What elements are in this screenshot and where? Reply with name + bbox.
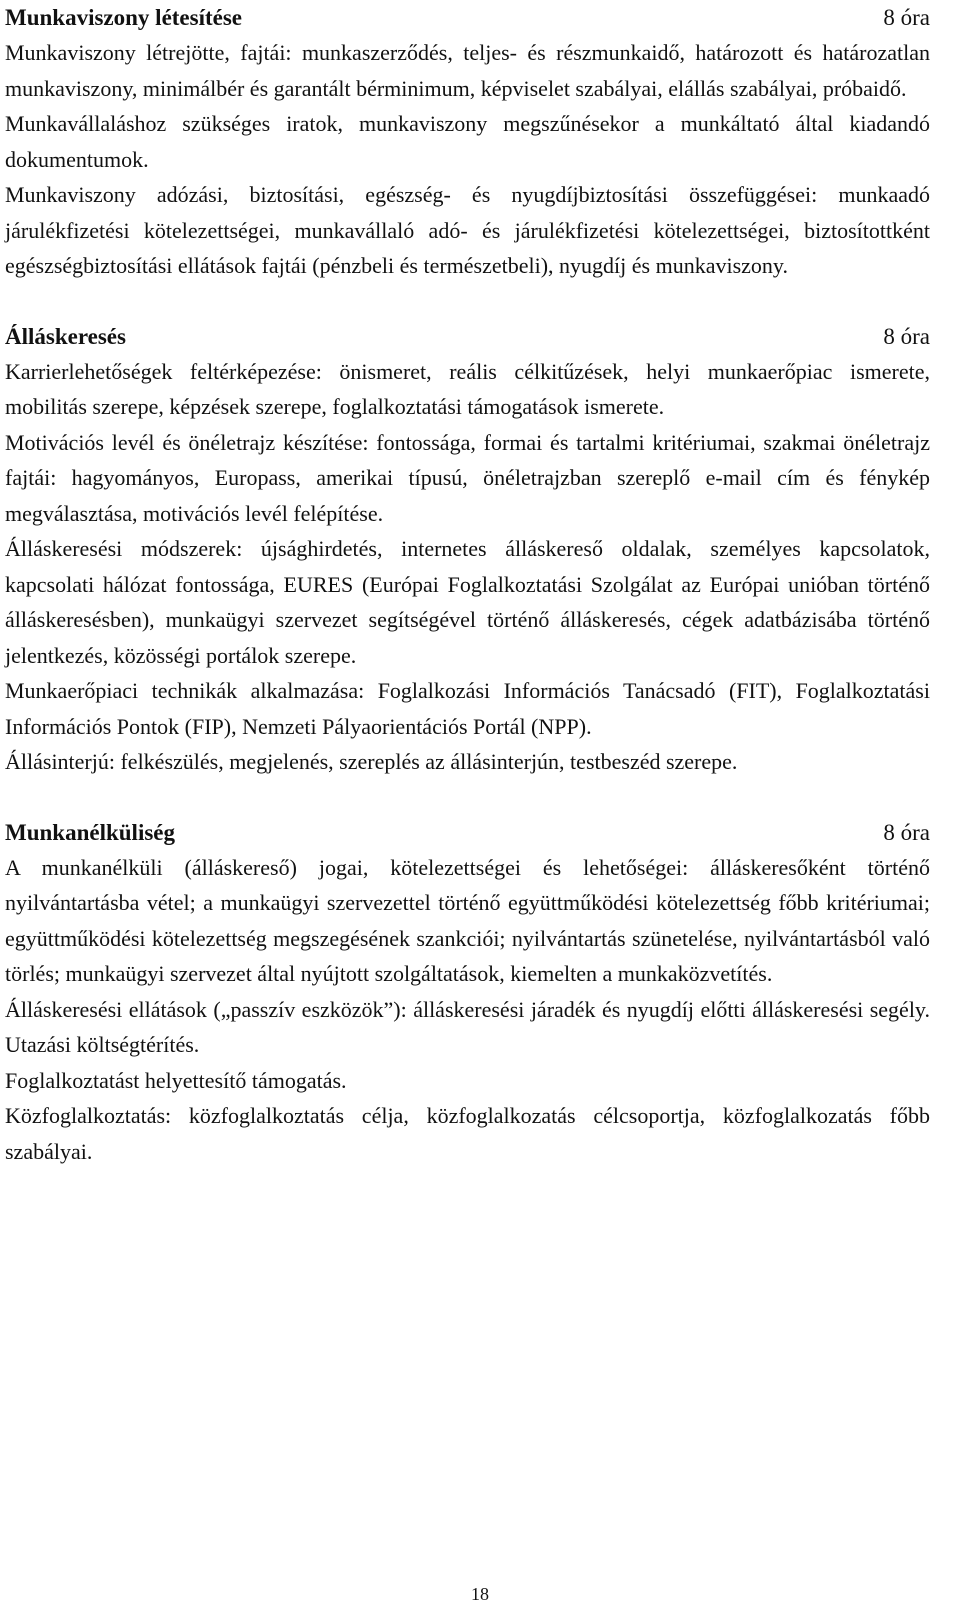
paragraph: A munkanélküli (álláskereső) jogai, kötelezettségei és lehetőségei: álláskeresőként történő nyilvántartásba vétel; a munkaügyi szervezettel történő együttműködési kötelezettség főbb kritériumai; együttműködési kötelezettség megszegésének szankciói; nyilvántartás szünetelése, nyilvántartásból való törlés; munkaügyi szervezet által nyújtott szolgáltatások, kiemelten a munkaközvetítés. xyxy=(5,854,930,986)
paragraph: Foglalkoztatást helyettesítő támogatás. xyxy=(5,1067,347,1093)
section-hours: 8 óra xyxy=(883,5,930,30)
section-hours: 8 óra xyxy=(883,323,930,349)
paragraph: Közfoglalkoztatás: közfoglalkoztatás célja, közfoglalkozatás célcsoportja, közfoglalkozatás főbb szabályai. xyxy=(5,1103,930,1164)
section-title: Munkaviszony létesítése xyxy=(5,5,243,30)
section-heading xyxy=(5,319,930,354)
section-allaskereses xyxy=(5,319,930,780)
paragraph: Karrierlehetőségek feltérképezése: önismeret, reális célkitűzések, helyi munkaerőpiac ismerete, mobilitás szerepe, képzések szerepe, foglalkoztatási támogatások ismerete. xyxy=(5,358,930,419)
page-number: 18 xyxy=(471,1584,489,1604)
paragraph: Álláskeresési ellátások („passzív eszközök”): álláskeresési járadék és nyugdíj előtti álláskeresési segély. Utazási költségtérítés. xyxy=(5,996,930,1057)
paragraph: Munkavállaláshoz szükséges iratok, munkaviszony megszűnésekor a munkáltató által kiadandó dokumentumok. xyxy=(5,111,930,172)
document-page xyxy=(5,0,930,1169)
paragraph: Álláskeresési módszerek: újsághirdetés, internetes álláskereső oldalak, személyes kapcsolatok, kapcsolati hálózat fontossága, EURES (Európai Foglalkoztatási Szolgálat az Európai unióban történő álláskeresésben), munkaügyi szervezet segítségével történő álláskeresés, cégek adatbázisába történő jelentkezés, közösségi portálok szerepe. xyxy=(5,536,930,668)
paragraph: Munkaviszony létrejötte, fajtái: munkaszerződés, teljes- és részmunkaidő, határozott és határozatlan munkaviszony, minimálbér és garantált bérminimum, képviselet szabályai, elállás szabályai, próbaidő. xyxy=(5,40,930,101)
paragraph: Állásinterjú: felkészülés, megjelenés, szereplés az állásinterjún, testbeszéd szerepe. xyxy=(5,749,738,774)
section-title: Munkanélküliség xyxy=(5,819,175,845)
section-heading xyxy=(5,815,930,850)
section-munkaviszony-letesitese xyxy=(5,0,930,284)
paragraph: Munkaerőpiaci technikák alkalmazása: Foglalkozási Információs Tanácsadó (FIT), Foglalkoztatási Információs Pontok (FIP), Nemzeti Pályaorientációs Portál (NPP). xyxy=(5,678,930,739)
paragraph: Motivációs levél és önéletrajz készítése: fontossága, formai és tartalmi kritériumai, szakmai önéletrajz fajtái: hagyományos, Europass, amerikai típusú, önéletrajzban szereplő e-mail cím és fénykép megválasztása, motivációs levél felépítése. xyxy=(5,429,930,526)
section-munkanelkuliseg xyxy=(5,815,930,1170)
section-hours: 8 óra xyxy=(883,819,930,845)
section-title: Álláskeresés xyxy=(5,323,126,349)
section-heading xyxy=(5,0,930,35)
paragraph: Munkaviszony adózási, biztosítási, egészség- és nyugdíjbiztosítási összefüggései: munkaadó járulékfizetési kötelezettségei, munkavállaló adó- és járulékfizetési kötelezettségei, biztosítottként egészségbiztosítási ellátások fajtái (pénzbeli és természetbeli), nyugdíj és munkaviszony. xyxy=(5,182,930,278)
